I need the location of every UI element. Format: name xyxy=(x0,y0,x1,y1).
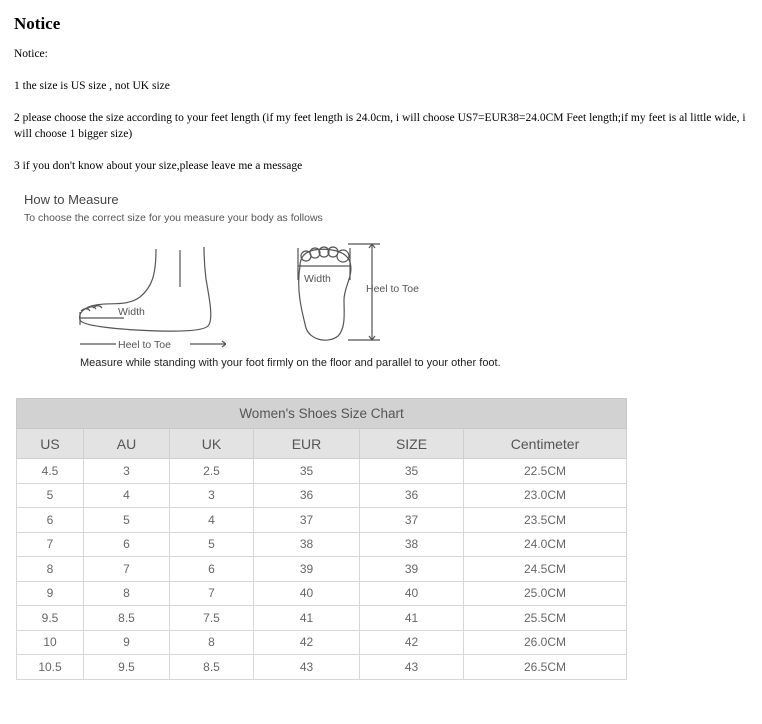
table-cell: 43 xyxy=(360,655,464,680)
table-cell: 8 xyxy=(84,581,170,606)
table-cell: 10.5 xyxy=(17,655,84,680)
table-cell: 7 xyxy=(84,557,170,582)
table-cell: 4 xyxy=(170,508,254,533)
table-cell: 9.5 xyxy=(17,606,84,631)
table-cell: 39 xyxy=(360,557,464,582)
notice-title: Notice xyxy=(14,14,61,33)
measure-note: Measure while standing with your foot firmly on the floor and parallel to your other foot. xyxy=(80,357,501,369)
column-header: AU xyxy=(84,429,170,459)
column-header: SIZE xyxy=(360,429,464,459)
sole-heel-toe-label: Heel to Toe xyxy=(366,283,419,295)
side-heel-toe-label: Heel to Toe xyxy=(118,339,171,351)
column-header: UK xyxy=(170,429,254,459)
table-cell: 40 xyxy=(360,581,464,606)
notice-line-2: 2 please choose the size according to your feet length (if my feet length is 24.0cm, i will choose US7=EUR38=24.0CM Feet length;if my feet is al little wide, i will choose 1 bigger size) xyxy=(14,112,746,140)
table-cell: 8.5 xyxy=(170,655,254,680)
table-cell: 9.5 xyxy=(84,655,170,680)
sole-foot-illustration xyxy=(292,240,442,350)
table-row xyxy=(17,508,627,533)
table-cell: 25.5CM xyxy=(464,606,627,631)
size-chart-title: Women's Shoes Size Chart xyxy=(17,399,627,429)
table-cell: 24.5CM xyxy=(464,557,627,582)
table-cell: 41 xyxy=(360,606,464,631)
table-cell: 2.5 xyxy=(170,459,254,484)
size-chart-body xyxy=(17,459,627,680)
table-row xyxy=(17,581,627,606)
table-cell: 24.0CM xyxy=(464,532,627,557)
table-cell: 6 xyxy=(84,532,170,557)
measure-subtitle: To choose the correct size for you measure your body as follows xyxy=(24,212,323,224)
table-cell: 6 xyxy=(17,508,84,533)
table-row xyxy=(17,606,627,631)
sole-width-label: Width xyxy=(304,273,331,285)
table-cell: 26.5CM xyxy=(464,655,627,680)
table-cell: 23.5CM xyxy=(464,508,627,533)
table-cell: 4.5 xyxy=(17,459,84,484)
table-cell: 42 xyxy=(254,630,360,655)
table-cell: 5 xyxy=(84,508,170,533)
table-cell: 7.5 xyxy=(170,606,254,631)
column-header: US xyxy=(17,429,84,459)
table-cell: 36 xyxy=(254,483,360,508)
table-cell: 7 xyxy=(170,581,254,606)
table-cell: 23.0CM xyxy=(464,483,627,508)
table-cell: 8.5 xyxy=(84,606,170,631)
table-cell: 43 xyxy=(254,655,360,680)
notice-label: Notice: xyxy=(14,48,48,60)
table-row xyxy=(17,655,627,680)
column-header: EUR xyxy=(254,429,360,459)
table-cell: 26.0CM xyxy=(464,630,627,655)
table-cell: 8 xyxy=(170,630,254,655)
measure-title: How to Measure xyxy=(24,192,119,207)
table-cell: 3 xyxy=(170,483,254,508)
table-cell: 39 xyxy=(254,557,360,582)
table-cell: 35 xyxy=(360,459,464,484)
table-cell: 9 xyxy=(84,630,170,655)
side-width-label: Width xyxy=(118,306,145,318)
table-row xyxy=(17,483,627,508)
table-cell: 4 xyxy=(84,483,170,508)
table-cell: 8 xyxy=(17,557,84,582)
table-cell: 3 xyxy=(84,459,170,484)
notice-line-3: 3 if you don't know about your size,please leave me a message xyxy=(14,160,303,172)
table-cell: 38 xyxy=(254,532,360,557)
table-cell: 7 xyxy=(17,532,84,557)
table-cell: 40 xyxy=(254,581,360,606)
table-cell: 6 xyxy=(170,557,254,582)
table-cell: 36 xyxy=(360,483,464,508)
table-cell: 5 xyxy=(17,483,84,508)
size-chart-header-row xyxy=(17,429,627,459)
table-cell: 5 xyxy=(170,532,254,557)
table-cell: 25.0CM xyxy=(464,581,627,606)
table-row xyxy=(17,630,627,655)
table-row xyxy=(17,459,627,484)
table-cell: 10 xyxy=(17,630,84,655)
notice-line-1: 1 the size is US size , not UK size xyxy=(14,80,170,92)
table-cell: 42 xyxy=(360,630,464,655)
table-cell: 9 xyxy=(17,581,84,606)
table-cell: 41 xyxy=(254,606,360,631)
table-row xyxy=(17,557,627,582)
column-header: Centimeter xyxy=(464,429,627,459)
table-cell: 38 xyxy=(360,532,464,557)
table-cell: 37 xyxy=(254,508,360,533)
table-cell: 35 xyxy=(254,459,360,484)
size-chart-table xyxy=(16,398,627,680)
table-cell: 22.5CM xyxy=(464,459,627,484)
table-row xyxy=(17,532,627,557)
side-foot-illustration xyxy=(76,245,226,353)
how-to-measure-section xyxy=(24,190,544,380)
table-cell: 37 xyxy=(360,508,464,533)
